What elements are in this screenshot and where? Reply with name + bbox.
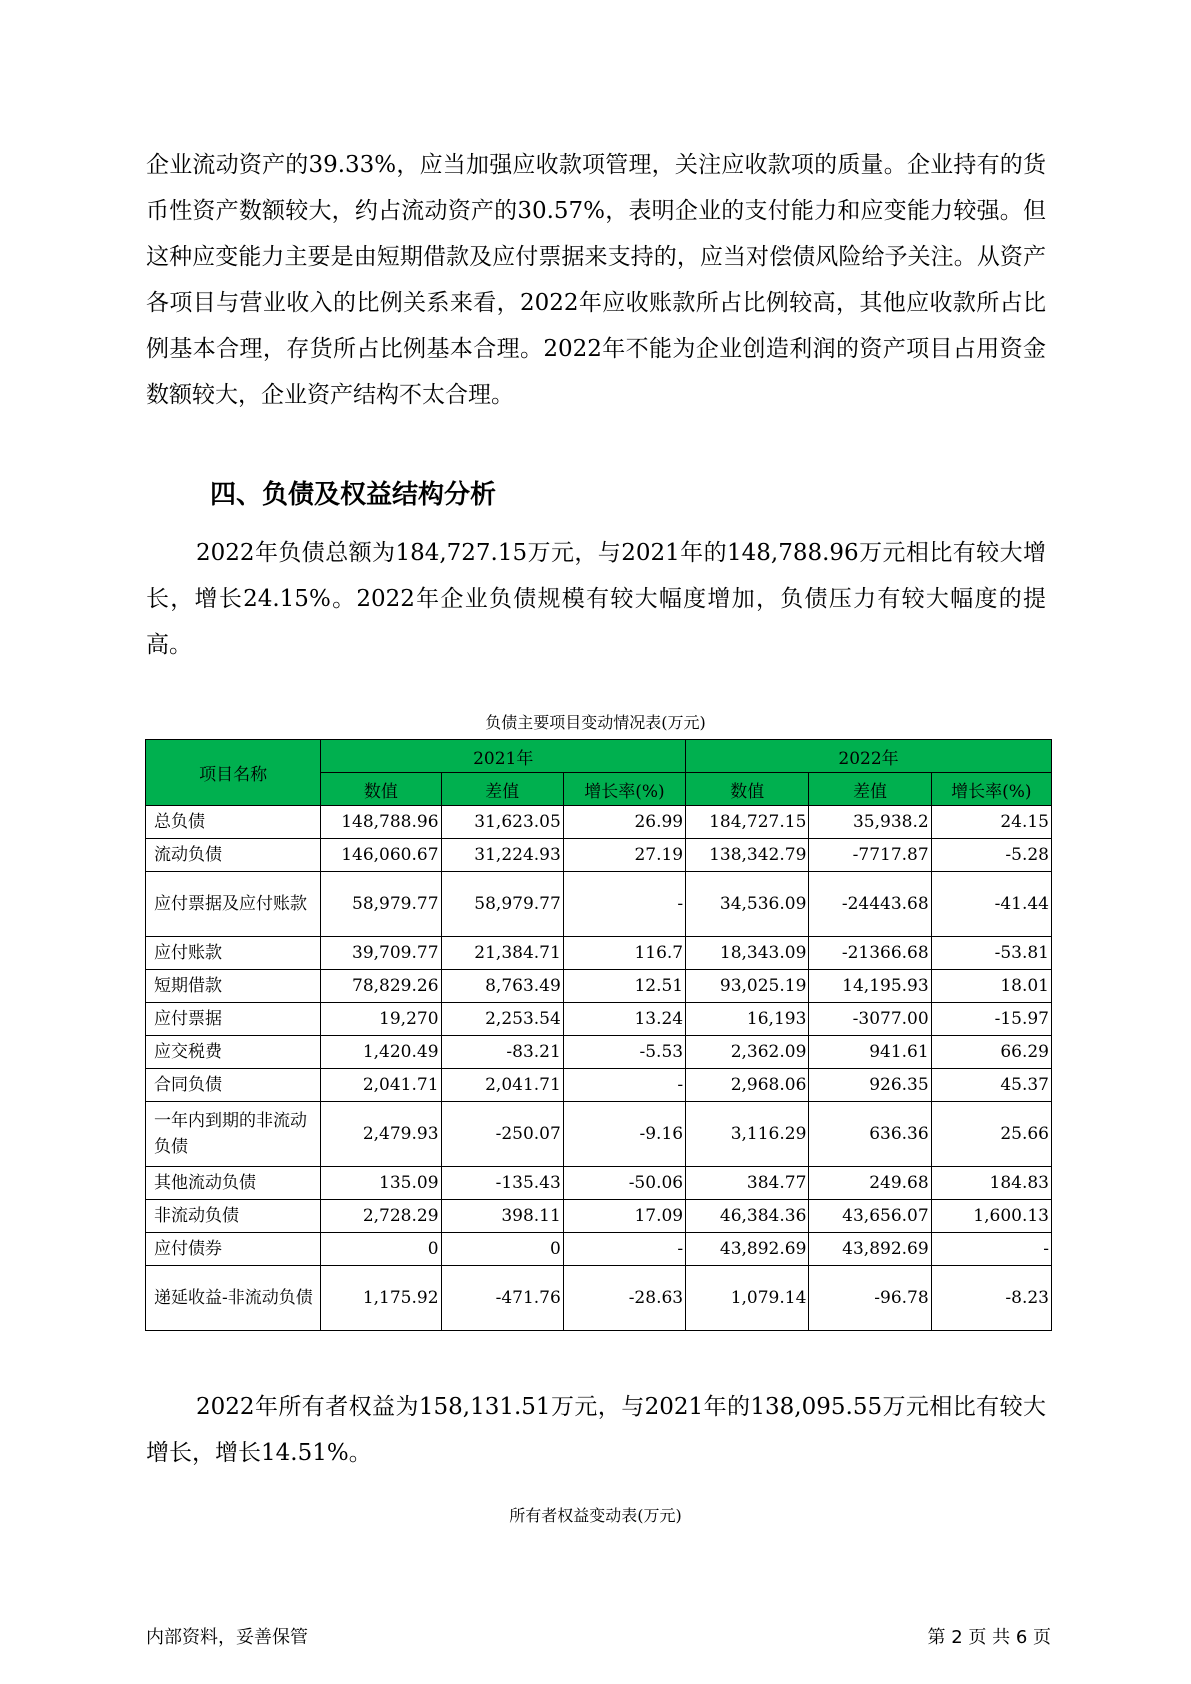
cell: -15.97: [931, 1003, 1051, 1036]
table-row: [146, 1233, 1052, 1266]
cell: -50.06: [563, 1167, 685, 1200]
cell: 8,763.49: [441, 970, 563, 1003]
header-growth-2021: 增长率(%): [563, 773, 685, 806]
cell: 184,727.15: [686, 806, 809, 839]
cell: 1,175.92: [321, 1266, 441, 1331]
cell: 0: [321, 1233, 441, 1266]
table-row: [146, 1069, 1052, 1102]
cell: 941.61: [809, 1036, 931, 1069]
cell: -53.81: [931, 937, 1051, 970]
table-row: [146, 1167, 1052, 1200]
header-year-2021: 2021年: [321, 740, 686, 773]
cell: 636.36: [809, 1102, 931, 1167]
cell: -5.53: [563, 1036, 685, 1069]
row-label: 应付债券: [146, 1233, 321, 1266]
cell: 27.19: [563, 839, 685, 872]
cell: 0: [441, 1233, 563, 1266]
row-label: 非流动负债: [146, 1200, 321, 1233]
table-row: [146, 1266, 1052, 1331]
cell: 148,788.96: [321, 806, 441, 839]
cell: -5.28: [931, 839, 1051, 872]
cell: 46,384.36: [686, 1200, 809, 1233]
cell: 3,116.29: [686, 1102, 809, 1167]
cell: -3077.00: [809, 1003, 931, 1036]
cell: 58,979.77: [441, 872, 563, 937]
table-row: [146, 937, 1052, 970]
cell: -250.07: [441, 1102, 563, 1167]
cell: 58,979.77: [321, 872, 441, 937]
cell: 24.15: [931, 806, 1051, 839]
cell: 2,968.06: [686, 1069, 809, 1102]
cell: 13.24: [563, 1003, 685, 1036]
cell: 39,709.77: [321, 937, 441, 970]
cell: 249.68: [809, 1167, 931, 1200]
header-diff-2021: 差值: [441, 773, 563, 806]
cell: 2,041.71: [321, 1069, 441, 1102]
cell: -8.23: [931, 1266, 1051, 1331]
cell: 25.66: [931, 1102, 1051, 1167]
row-label: 应付票据及应付账款: [146, 872, 321, 937]
paragraph-equity-summary: 2022年所有者权益为158,131.51万元，与2021年的138,095.55万元相比有较大增长，增长14.51%。: [146, 1394, 1046, 1466]
cell: 93,025.19: [686, 970, 809, 1003]
cell: 31,623.05: [441, 806, 563, 839]
cell: 16,193: [686, 1003, 809, 1036]
row-label: 流动负债: [146, 839, 321, 872]
cell: -83.21: [441, 1036, 563, 1069]
table-row: [146, 806, 1052, 839]
row-label: 应付账款: [146, 937, 321, 970]
cell: 78,829.26: [321, 970, 441, 1003]
cell: -: [931, 1233, 1051, 1266]
cell: -21366.68: [809, 937, 931, 970]
cell: 398.11: [441, 1200, 563, 1233]
cell: -24443.68: [809, 872, 931, 937]
table-caption-equity: 所有者权益变动表(万元): [509, 1506, 682, 1525]
cell: -7717.87: [809, 839, 931, 872]
cell: 2,041.71: [441, 1069, 563, 1102]
row-label: 合同负债: [146, 1069, 321, 1102]
row-label: 一年内到期的非流动负债: [146, 1102, 321, 1167]
cell: -: [563, 872, 685, 937]
section-heading: 四、负债及权益结构分析: [210, 480, 497, 510]
cell: 1,420.49: [321, 1036, 441, 1069]
cell: 2,479.93: [321, 1102, 441, 1167]
row-label: 递延收益-非流动负债: [146, 1266, 321, 1331]
header-growth-2022: 增长率(%): [931, 773, 1051, 806]
cell: 14,195.93: [809, 970, 931, 1003]
cell: 135.09: [321, 1167, 441, 1200]
cell: 21,384.71: [441, 937, 563, 970]
header-item-name: 项目名称: [146, 740, 321, 806]
header-value-2022: 数值: [686, 773, 809, 806]
cell: -9.16: [563, 1102, 685, 1167]
row-label: 总负债: [146, 806, 321, 839]
cell: 66.29: [931, 1036, 1051, 1069]
cell: 146,060.67: [321, 839, 441, 872]
cell: 2,362.09: [686, 1036, 809, 1069]
cell: 184.83: [931, 1167, 1051, 1200]
header-year-2022: 2022年: [686, 740, 1052, 773]
cell: 116.7: [563, 937, 685, 970]
cell: -: [563, 1069, 685, 1102]
table-row: [146, 839, 1052, 872]
cell: 18.01: [931, 970, 1051, 1003]
cell: -96.78: [809, 1266, 931, 1331]
cell: 26.99: [563, 806, 685, 839]
cell: 384.77: [686, 1167, 809, 1200]
table-row: [146, 1102, 1052, 1167]
header-diff-2022: 差值: [809, 773, 931, 806]
table-caption-liabilities: 负债主要项目变动情况表(万元): [485, 713, 706, 732]
cell: 17.09: [563, 1200, 685, 1233]
cell: 926.35: [809, 1069, 931, 1102]
cell: 35,938.2: [809, 806, 931, 839]
footer-page-number: 第 2 页 共 6 页: [927, 1627, 1051, 1648]
cell: 1,079.14: [686, 1266, 809, 1331]
cell: -471.76: [441, 1266, 563, 1331]
cell: -: [563, 1233, 685, 1266]
cell: 12.51: [563, 970, 685, 1003]
table-row: [146, 1003, 1052, 1036]
cell: 19,270: [321, 1003, 441, 1036]
cell: -41.44: [931, 872, 1051, 937]
paragraph-liability-summary: 2022年负债总额为184,727.15万元，与2021年的148,788.96万元相比有较大增长，增长24.15%。2022年企业负债规模有较大幅度增加，负债压力有较大幅度的提高。: [146, 540, 1046, 658]
liabilities-table: [145, 739, 1052, 1331]
table-row: [146, 1200, 1052, 1233]
row-label: 应付票据: [146, 1003, 321, 1036]
cell: 138,342.79: [686, 839, 809, 872]
table-row: [146, 872, 1052, 937]
cell: 34,536.09: [686, 872, 809, 937]
footer-confidential-note: 内部资料，妥善保管: [146, 1627, 308, 1648]
paragraph-asset-analysis: 企业流动资产的39.33%，应当加强应收款项管理，关注应收款项的质量。企业持有的货币性资产数额较大，约占流动资产的30.57%，表明企业的支付能力和应变能力较强。但这种应变能力主要是由短期借款及应付票据来支持的，应当对偿债风险给予关注。从资产各项目与营业收入的比例关系来看，2022年应收账款所占比例较高，其他应收款所占比例基本合理，存货所占比例基本合理。2022年不能为企业创造利润的资产项目占用资金数额较大，企业资产结构不太合理。: [146, 152, 1046, 408]
cell: 18,343.09: [686, 937, 809, 970]
header-value-2021: 数值: [321, 773, 441, 806]
table-row: [146, 970, 1052, 1003]
cell: 43,656.07: [809, 1200, 931, 1233]
table-row: [146, 1036, 1052, 1069]
cell: 43,892.69: [686, 1233, 809, 1266]
row-label: 其他流动负债: [146, 1167, 321, 1200]
cell: 43,892.69: [809, 1233, 931, 1266]
cell: 31,224.93: [441, 839, 563, 872]
row-label: 应交税费: [146, 1036, 321, 1069]
cell: 45.37: [931, 1069, 1051, 1102]
cell: -28.63: [563, 1266, 685, 1331]
row-label: 短期借款: [146, 970, 321, 1003]
cell: -135.43: [441, 1167, 563, 1200]
cell: 2,253.54: [441, 1003, 563, 1036]
cell: 2,728.29: [321, 1200, 441, 1233]
cell: 1,600.13: [931, 1200, 1051, 1233]
